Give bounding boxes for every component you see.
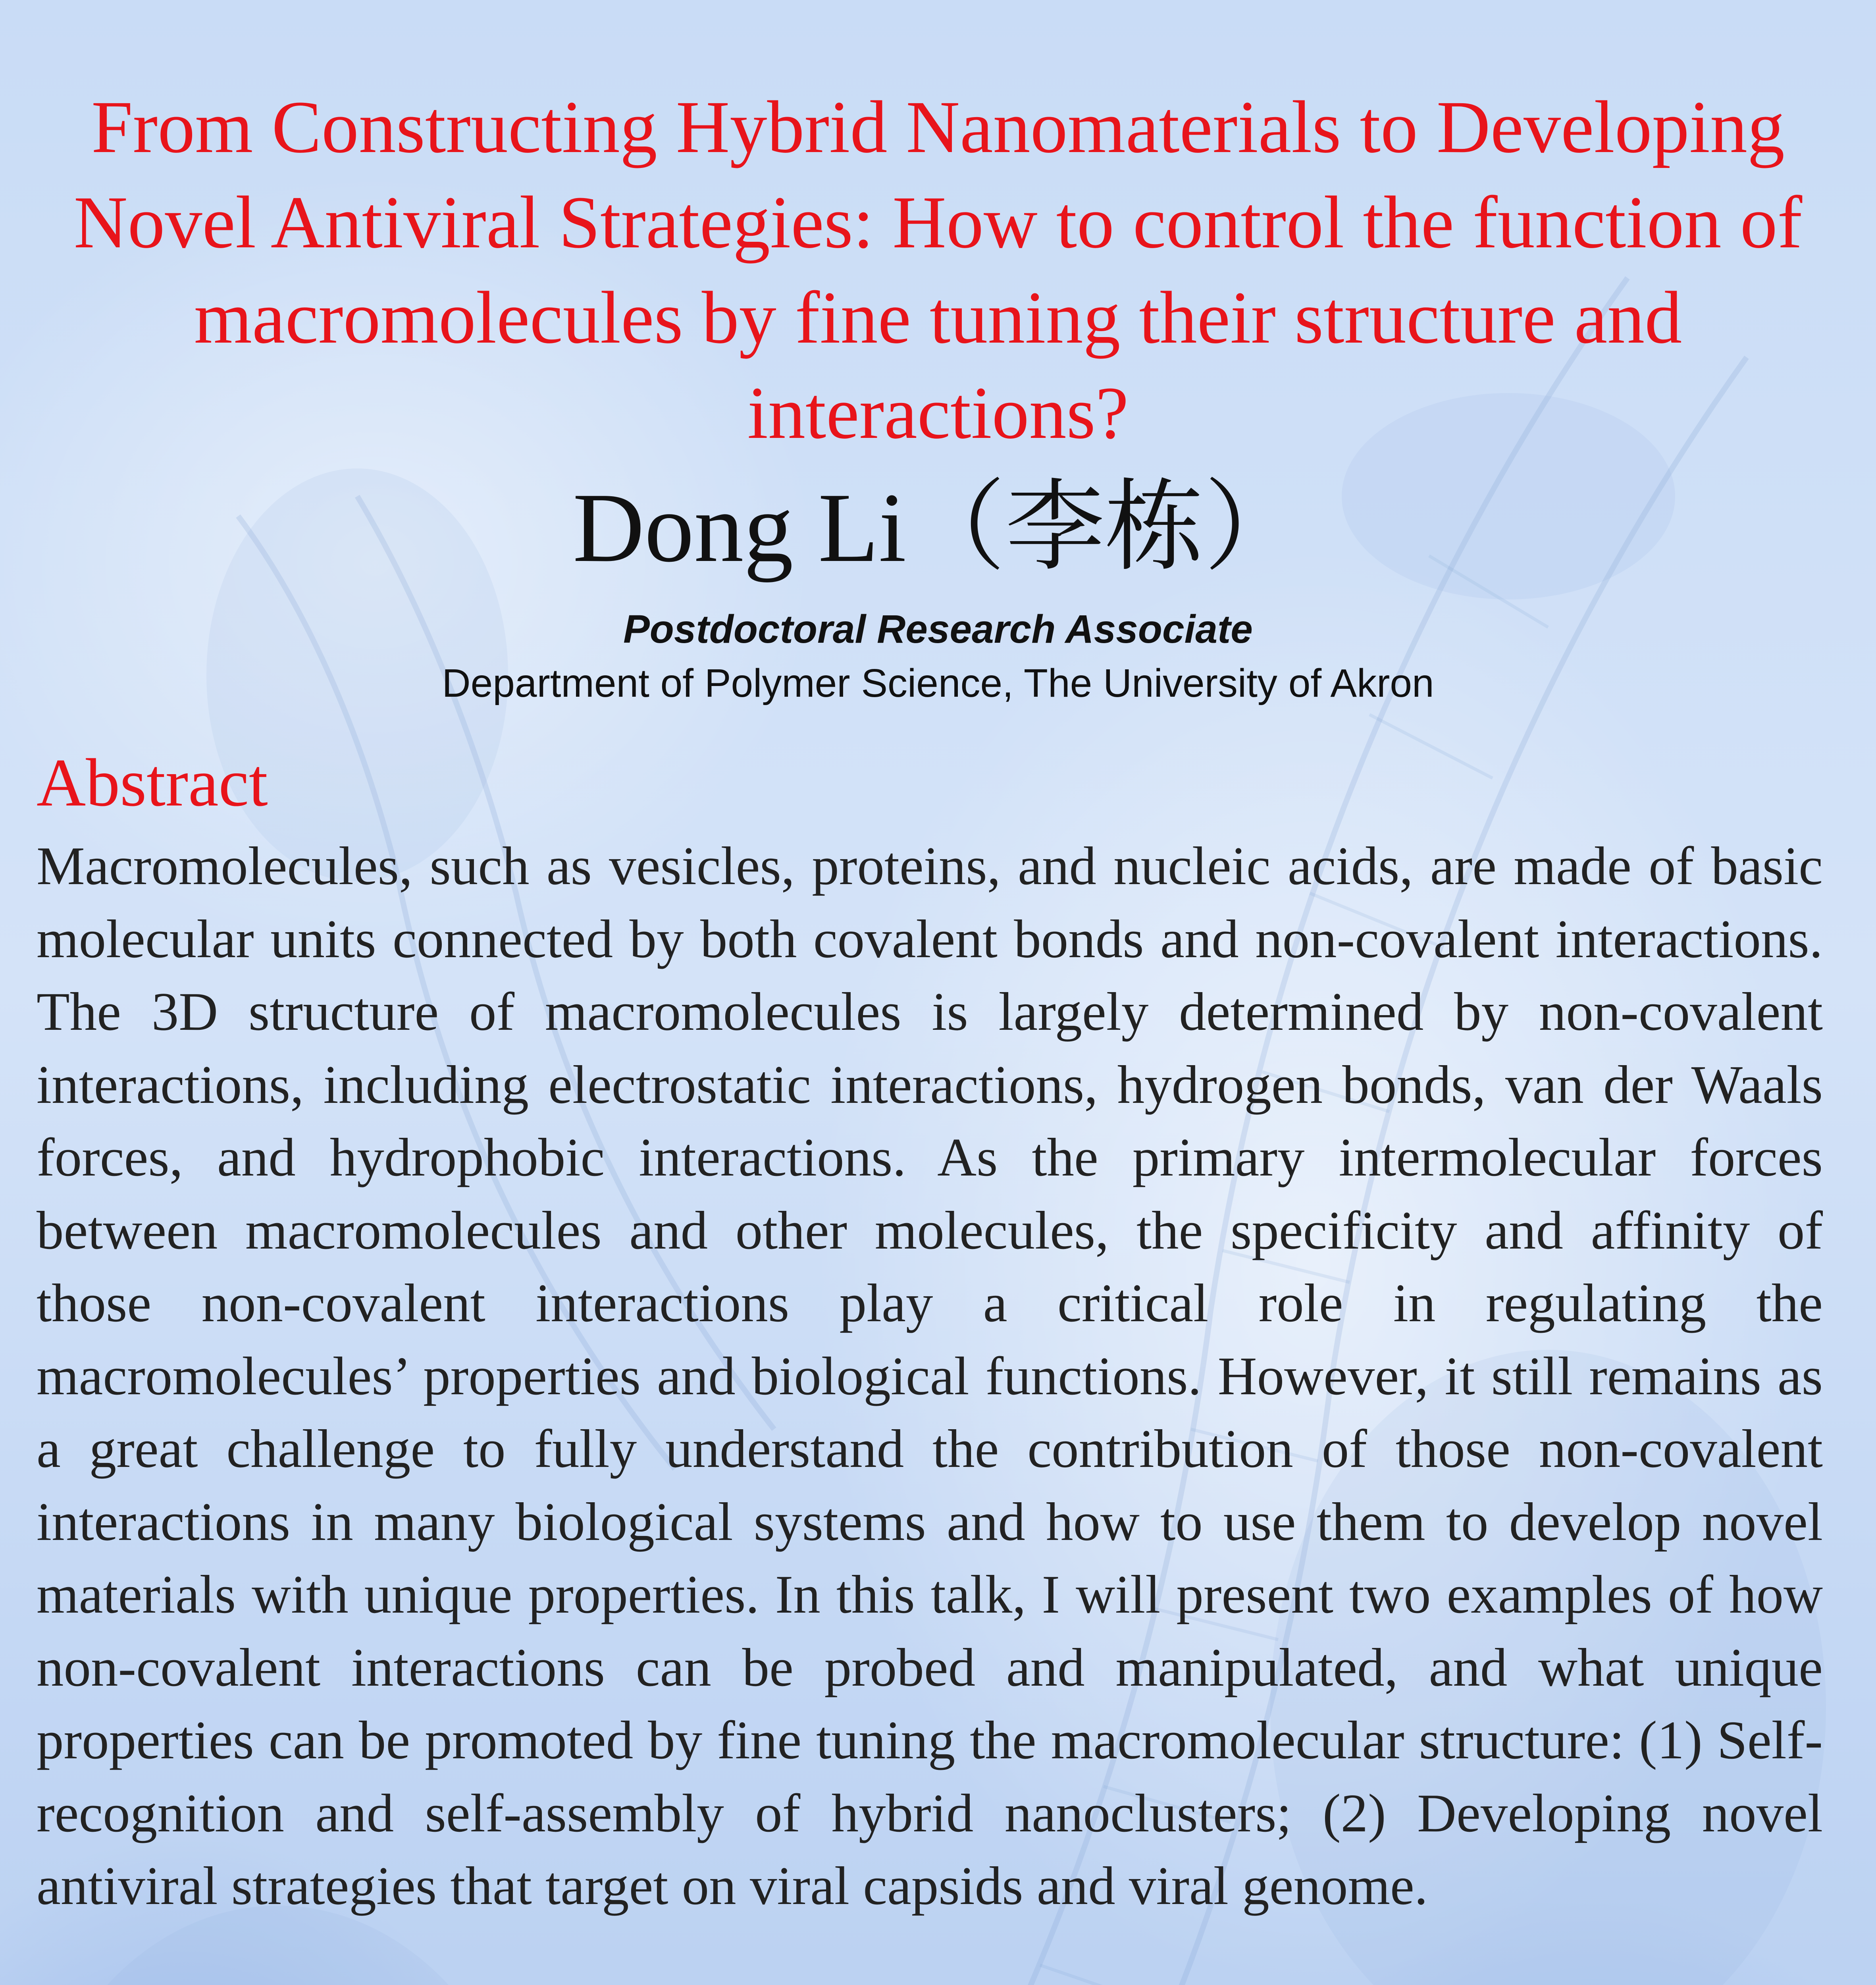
speaker-role: Postdoctoral Research Associate <box>623 607 1253 651</box>
abstract-body: Macromolecules, such as vesicles, proteins, and nucleic acids, are made of basic molecular units connected by both covalent bonds and non-covalent interactions. The 3D structure of macromolecules is largely determined by non-covalent interactions, including electrostatic interactions, hydrogen bonds, van der Waals forces, and hydrophobic interactions. As the primary intermolecular forces between macromolecules and other molecules, the specificity and affinity of those non-covalent interactions play a critical role in regulating the macromolecules’ properties and biological functions. However, it still remains as a great challenge to fully understand the contribution of those non-covalent interactions in many biological systems and how to use them to develop novel materials with unique properties. In this talk, I will present two examples of how non-covalent interactions can be probed and manipulated, and what unique properties can be promoted by fine tuning the macromolecular structure: (1) Self-recognition and self-assembly of hybrid nanoclusters; (2) Developing novel antiviral strategies that target on viral capsids and viral genome. <box>37 836 1823 1916</box>
abstract-heading: Abstract <box>37 745 268 821</box>
talk-title: From Constructing Hybrid Nanomaterials to Developing Novel Antiviral Strategies: How to control the function of macromolecules by fine tuning their structure and interactions? <box>73 85 1803 454</box>
speaker-name: Dong Li（李栋） <box>572 473 1304 583</box>
speaker-department: Department of Polymer Science, The University of Akron <box>442 661 1434 705</box>
